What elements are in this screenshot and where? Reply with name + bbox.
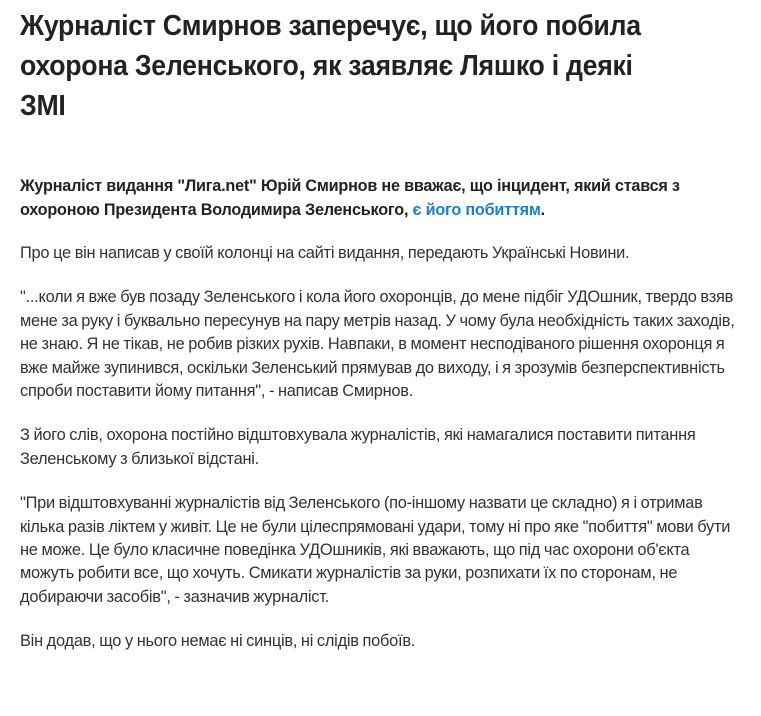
article-lead: [20, 174, 741, 222]
paragraph-source: Про це він написав у своїй колонці на сайті видання, передають Українські Новини.: [20, 244, 630, 262]
lead-link[interactable]: є його побиттям: [412, 201, 541, 219]
lead-text-end: .: [540, 201, 545, 219]
article-title: Журналіст Смирнов заперечує, що його побила охорона Зеленського, як заявляє Ляшко і деякі ЗМІ: [20, 10, 641, 122]
paragraph-quote-2: "При відштовхуванні журналістів від Зеленського (по-іншому назвати це складно) я і отримав кілька разів ліктем у живіт. Це не були цілеспрямовані удари, тому ні про яке "побиття" мови бути не може. Це було класичне поведінка УДОшників, які вважають, що під час охорони об'єкта можуть робити все, що хочуть. Смикати журналістів за руки, розпихати їх по сторонам, не добираючи засобів", - зазначив журналіст.: [20, 494, 731, 606]
paragraph-conclusion: Він додав, що у нього немає ні синців, ні слідів побоїв.: [20, 632, 416, 651]
paragraph-quote-1: "...коли я вже був позаду Зеленського і кола його охоронців, до мене підбіг УДОшник, твердо взяв мене за руку і буквально пересунув на пару метрів назад. У чому була необхідність таких заходів, не знаю. Я не тікав, не робив різких рухів. Навпаки, в момент несподіваного рішення охоронця я вже майже зупинився, оскільки Зеленський прямував до виходу, і я зрозумів безперспективність спроби поставити йому питання", - написав Смирнов.: [20, 288, 735, 401]
paragraph-context: З його слів, охорона постійно відштовхувала журналістів, які намагалися поставити питання Зеленському з близької відстані.: [20, 426, 696, 468]
lead-text: Журналіст видання "Лига.net" Юрій Смирнов не вважає, що інцидент, який стався з охороною Президента Володимира Зеленського,: [20, 177, 680, 219]
